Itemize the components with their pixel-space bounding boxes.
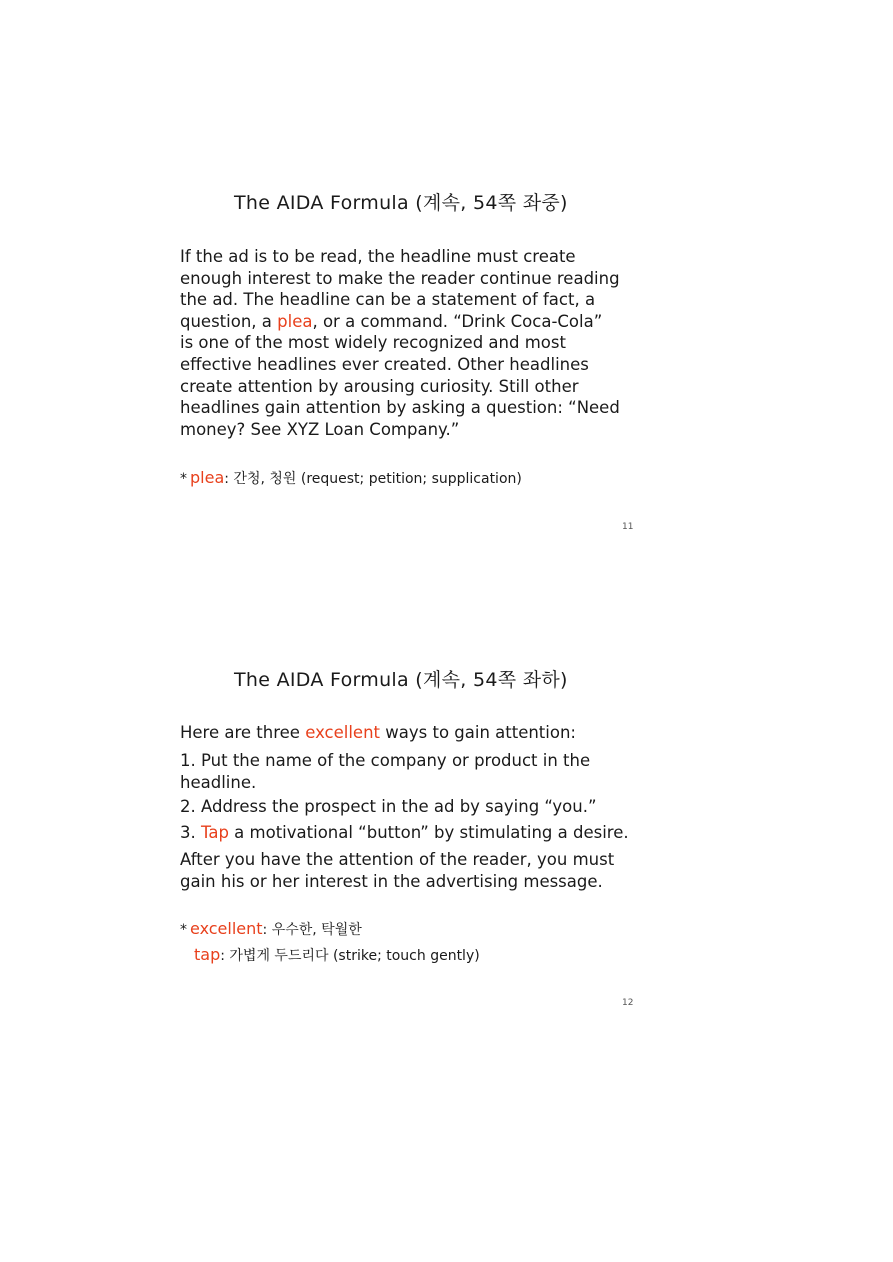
highlighted-term: plea [277,311,313,331]
paragraph-line: money? See XYZ Loan Company.” [180,419,460,439]
text-run: ways to gain attention: [380,723,576,742]
text-run: , or a command. “Drink Coca-Cola” [312,311,603,331]
highlighted-term: excellent [305,723,381,742]
vocab-definition: : 가볍게 두드리다 (strike; touch gently) [220,948,480,964]
list-item-2: 2. Address the prospect in the ad by saying “you.” [180,797,597,816]
vocab-note [180,919,362,939]
slide-title: The AIDA Formula (계속, 54쪽 좌하) [234,669,568,691]
text-run: 3. [180,823,201,842]
paragraph-line: enough interest to make the reader continue reading [180,268,620,288]
list-item-text: headline. [180,772,257,792]
vocab-term: excellent [190,919,263,938]
paragraph-line: After you have the attention of the reader, you must [180,850,615,869]
vocab-definition: : 우수한, 탁월한 [262,922,362,938]
text-run: Here are three [180,723,306,742]
page-number: 12 [622,998,634,1008]
vocab-term: plea [190,468,225,487]
vocab-note [180,468,522,488]
bullet-star: * [180,922,187,938]
slide-title: The AIDA Formula (계속, 54쪽 좌중) [234,192,568,214]
paragraph-line: the ad. The headline can be a statement of fact, a [180,290,596,310]
body-paragraph [180,246,620,440]
vocab-note [194,945,480,965]
paragraph-line: effective headlines ever created. Other headlines [180,354,589,374]
list-item-text: 1. Put the name of the company or product in the [180,751,591,770]
paragraph-line: create attention by arousing curiosity. Still other [180,376,579,396]
list-item-3 [180,822,629,844]
intro-line [180,722,576,744]
vocab-definition: : 간청, 청원 (request; petition; supplication) [224,471,522,487]
page-number: 11 [622,522,634,532]
paragraph-line: is one of the most widely recognized and most [180,333,566,353]
paragraph-line [180,311,620,333]
paragraph-line: If the ad is to be read, the headline must create [180,247,576,266]
list-item-1 [180,750,590,793]
closing-paragraph [180,849,614,892]
highlighted-term: Tap [201,823,229,842]
text-run: a motivational “button” by stimulating a desire. [228,823,629,842]
paragraph-line: gain his or her interest in the advertising message. [180,871,603,891]
paragraph-line: headlines gain attention by asking a question: “Need [180,398,620,418]
bullet-star: * [180,471,187,487]
vocab-term: tap [194,945,221,964]
text-run: question, a [180,311,278,331]
